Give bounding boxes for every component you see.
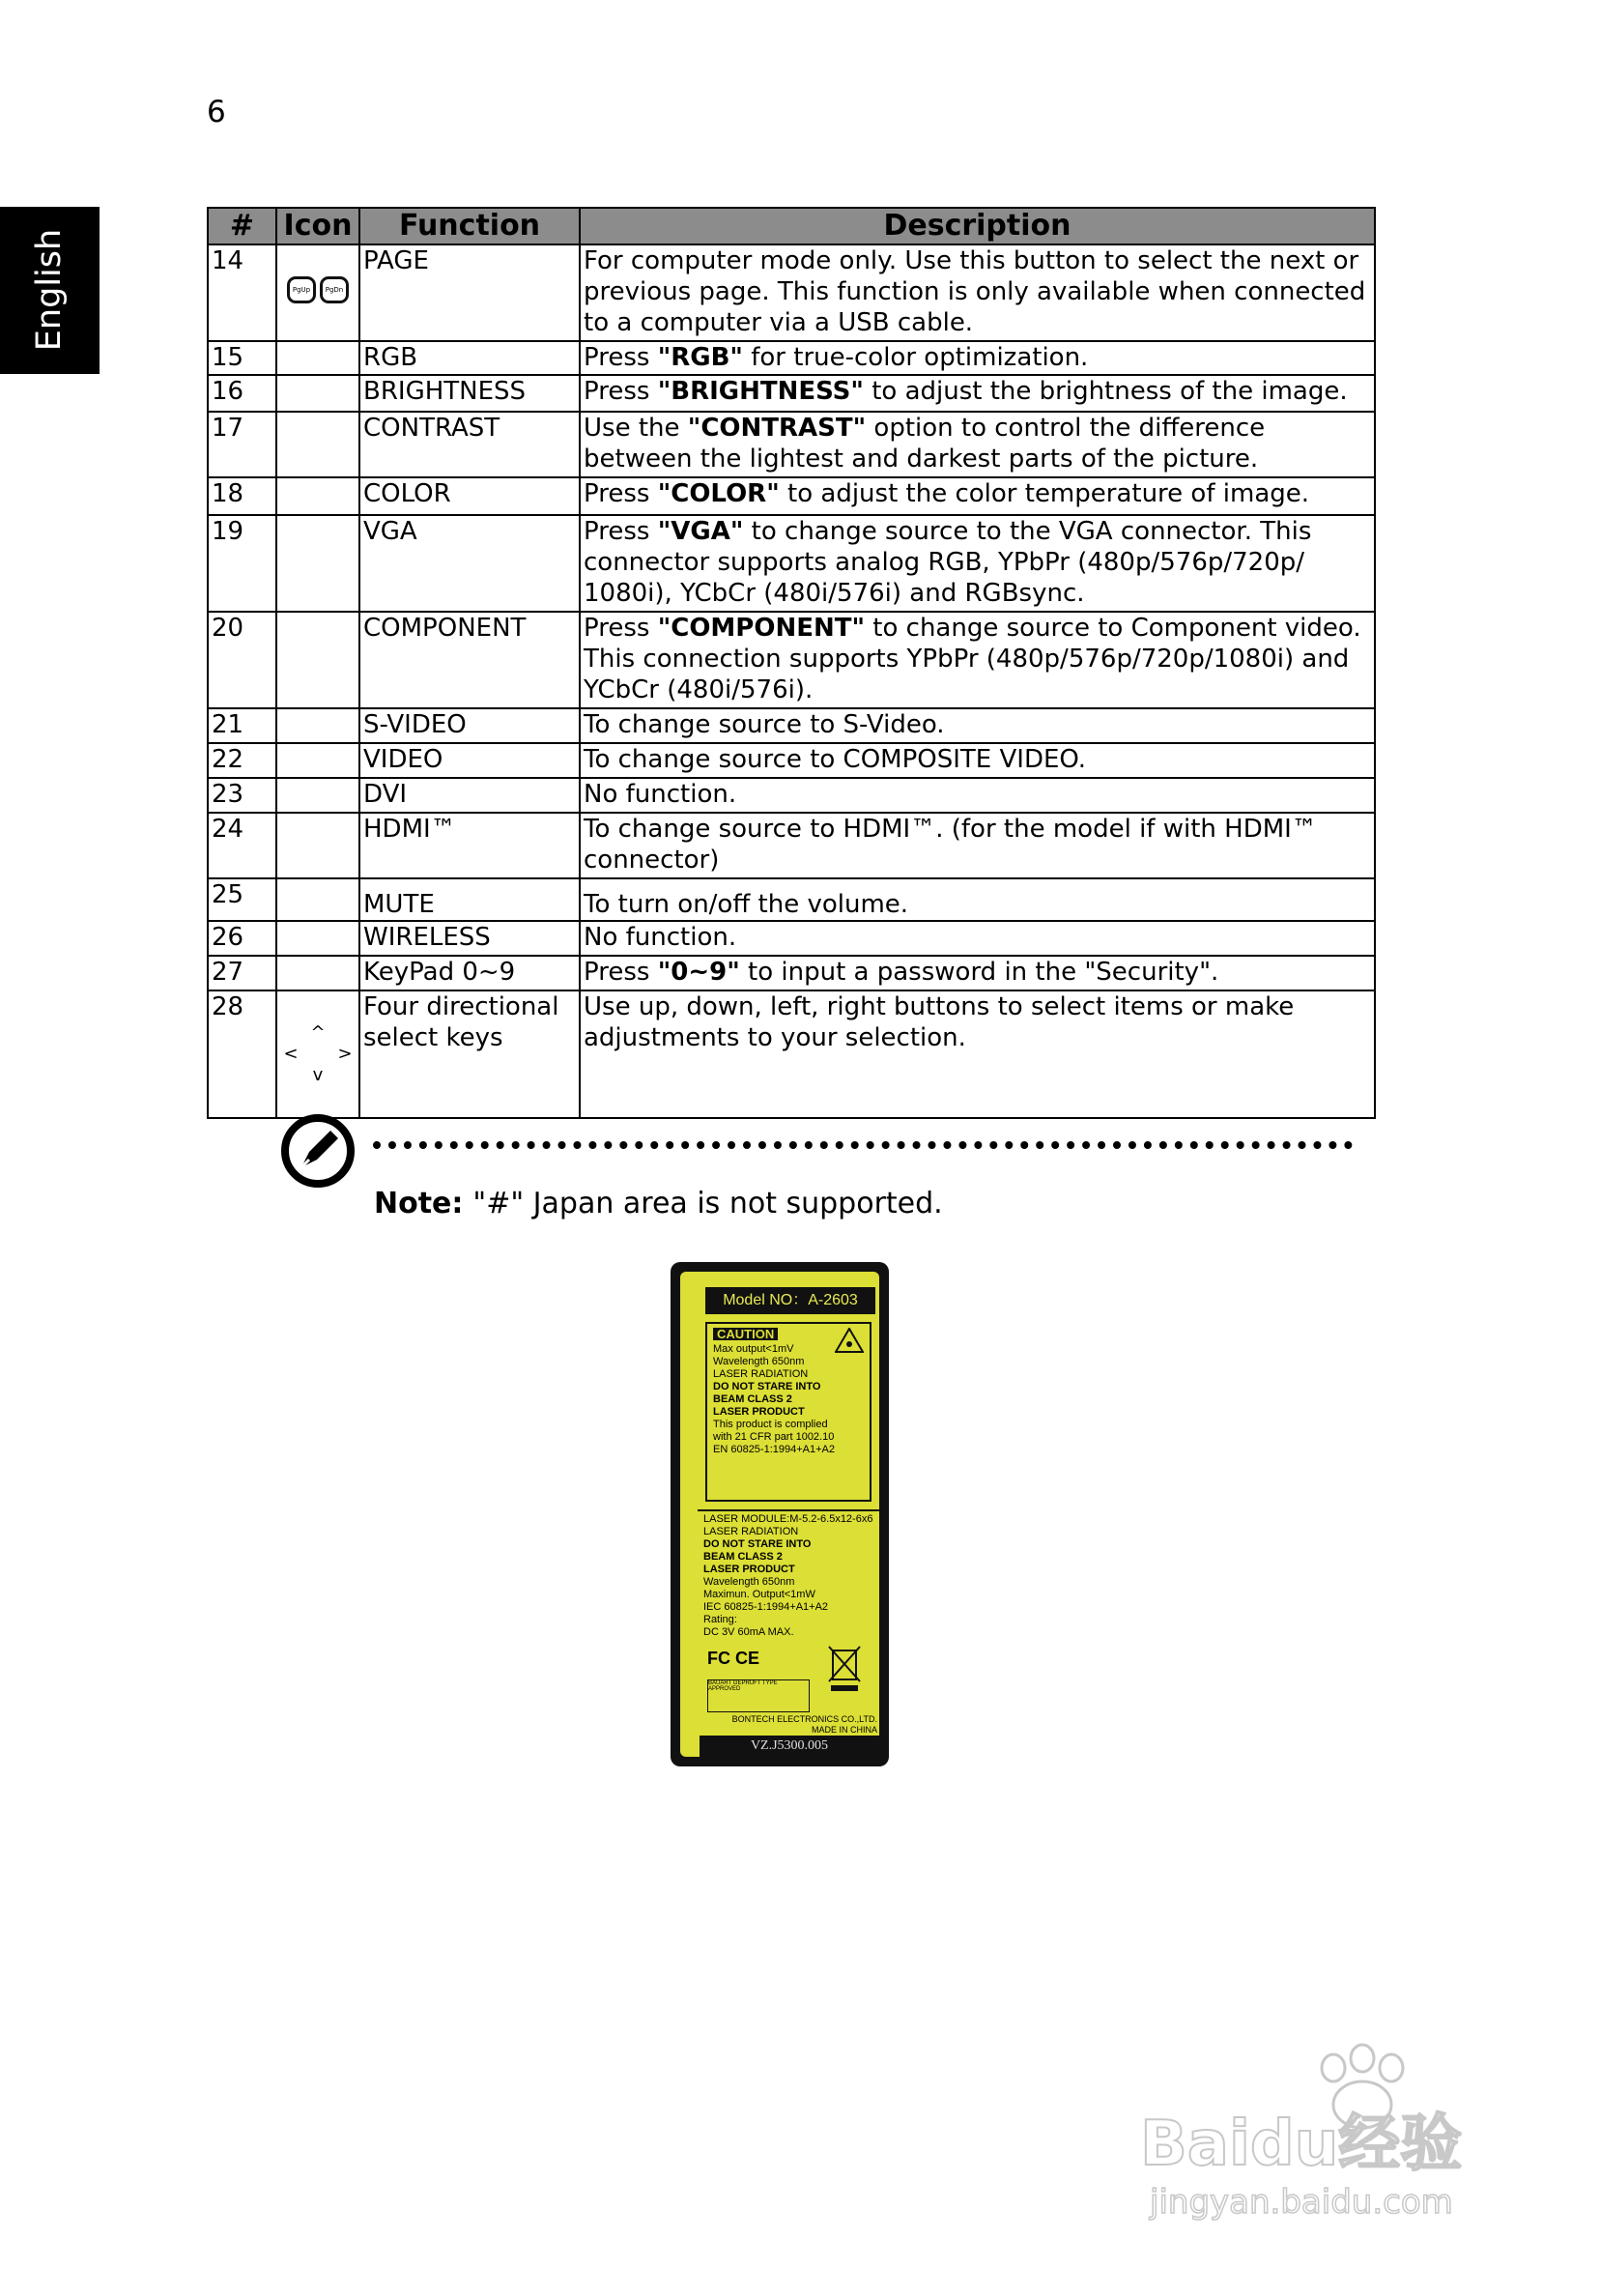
laser-warning-label xyxy=(671,1262,889,1766)
model-number: Model NO：A-2603 xyxy=(705,1287,875,1314)
table-row xyxy=(208,244,1375,341)
row-icon xyxy=(276,341,359,375)
row-function: COMPONENT xyxy=(359,612,580,708)
table-row xyxy=(208,813,1375,878)
fc-ce-mark: FC CE xyxy=(707,1649,759,1668)
arrow-left-icon: < xyxy=(283,1044,299,1064)
pgdn-icon xyxy=(320,276,349,303)
row-icon xyxy=(276,375,359,412)
table-row xyxy=(208,412,1375,477)
row-num: 15 xyxy=(208,341,276,375)
function-table xyxy=(207,207,1376,1119)
row-function: MUTE xyxy=(359,878,580,921)
laser-caution-box xyxy=(705,1322,871,1502)
row-num: 27 xyxy=(208,956,276,990)
header-icon: Icon xyxy=(276,208,359,244)
table-row xyxy=(208,515,1375,612)
row-icon xyxy=(276,477,359,515)
row-icon xyxy=(276,778,359,813)
pgdn-label: PgDn xyxy=(325,286,344,294)
label-line: BEAM CLASS 2 xyxy=(713,1393,792,1405)
pgup-icon xyxy=(287,276,316,303)
row-function: WIRELESS xyxy=(359,921,580,956)
row-function: COLOR xyxy=(359,477,580,515)
table-header-row xyxy=(208,208,1375,244)
row-description: Press "0~9" to input a password in the "Security". xyxy=(580,956,1375,990)
label-line: Rating: xyxy=(703,1614,737,1625)
table-row xyxy=(208,778,1375,813)
note-label: Note: xyxy=(374,1187,464,1220)
table-row xyxy=(208,612,1375,708)
row-description: To change source to S-Video. xyxy=(580,708,1375,743)
row-description: Press "RGB" for true-color optimization. xyxy=(580,341,1375,375)
table-row xyxy=(208,878,1375,921)
row-icon xyxy=(276,921,359,956)
row-function: Four directional select keys xyxy=(359,990,580,1118)
header-description: Description xyxy=(580,208,1375,244)
row-num: 20 xyxy=(208,612,276,708)
label-line: EN 60825-1:1994+A1+A2 xyxy=(713,1444,835,1455)
row-function: VIDEO xyxy=(359,743,580,778)
note-body: "#" Japan area is not supported. xyxy=(472,1187,943,1220)
caution-badge: CAUTION xyxy=(713,1328,778,1340)
manufacturer: BONTECH ELECTRONICS CO.,LTD. MADE IN CHINA xyxy=(731,1714,877,1735)
row-description: To change source to HDMI™. (for the model if with HDMI™ connector) xyxy=(580,813,1375,878)
row-num: 22 xyxy=(208,743,276,778)
arrow-right-icon: > xyxy=(337,1044,353,1064)
row-num: 28 xyxy=(208,990,276,1118)
row-description: Use up, down, left, right buttons to select items or make adjustments to your selection. xyxy=(580,990,1375,1118)
note-pen-icon xyxy=(280,1113,356,1189)
row-num: 19 xyxy=(208,515,276,612)
row-icon xyxy=(276,612,359,708)
row-function: DVI xyxy=(359,778,580,813)
row-description: Press "COMPONENT" to change source to Component video. This connection supports YPbPr (480p/576p/720p/1080i) and YCbCr (480i/576i). xyxy=(580,612,1375,708)
label-line: LASER PRODUCT xyxy=(703,1564,795,1575)
label-line: Wavelength 650nm xyxy=(713,1356,805,1367)
label-line: LASER RADIATION xyxy=(713,1368,809,1380)
watermark-brand: Baidu经验 xyxy=(1140,2109,1463,2180)
row-num: 24 xyxy=(208,813,276,878)
row-num: 17 xyxy=(208,412,276,477)
page-number: 6 xyxy=(207,95,226,129)
label-line: IEC 60825-1:1994+A1+A2 xyxy=(703,1601,829,1613)
header-function: Function xyxy=(359,208,580,244)
row-function: S-VIDEO xyxy=(359,708,580,743)
row-description: Press "COLOR" to adjust the color temperature of image. xyxy=(580,477,1375,515)
caution-text xyxy=(713,1343,864,1456)
label-line: DO NOT STARE INTO xyxy=(713,1381,821,1392)
note xyxy=(374,1187,943,1220)
row-num: 16 xyxy=(208,375,276,412)
table-row xyxy=(208,477,1375,515)
label-line: LASER MODULE:M-5.2-6.5x12-6x6 xyxy=(703,1513,873,1525)
language-tab xyxy=(0,207,100,374)
row-icon xyxy=(276,412,359,477)
row-num: 23 xyxy=(208,778,276,813)
arrow-up-icon: ^ xyxy=(310,1022,326,1043)
row-icon xyxy=(276,813,359,878)
table-row xyxy=(208,341,1375,375)
note-divider xyxy=(373,1141,1353,1149)
row-description: For computer mode only. Use this button to select the next or previous page. This function is only available when connected to a computer via a USB cable. xyxy=(580,244,1375,341)
label-line: LASER RADIATION xyxy=(703,1526,799,1537)
row-num: 21 xyxy=(208,708,276,743)
page-up-down-buttons-icon xyxy=(276,244,359,341)
label-line: with 21 CFR part 1002.10 xyxy=(713,1431,835,1443)
label-line: LASER PRODUCT xyxy=(713,1406,805,1418)
laser-hazard-icon xyxy=(835,1328,864,1353)
row-num: 26 xyxy=(208,921,276,956)
row-num: 25 xyxy=(208,878,276,921)
arrow-down-icon: v xyxy=(312,1065,324,1085)
row-description: To change source to COMPOSITE VIDEO. xyxy=(580,743,1375,778)
watermark-url: jingyan.baidu.com xyxy=(1150,2183,1453,2222)
directional-arrows-icon xyxy=(276,990,359,1118)
table-row xyxy=(208,708,1375,743)
row-function: KeyPad 0~9 xyxy=(359,956,580,990)
label-line: Max output<1mV xyxy=(713,1343,794,1355)
row-description: Press "VGA" to change source to the VGA connector. This connector supports analog RGB, YPbPr (480p/576p/720p/ 1080i), YCbCr (480i/576i) and RGBsync. xyxy=(580,515,1375,612)
table-row xyxy=(208,375,1375,412)
label-line: Wavelength 650nm xyxy=(703,1576,795,1588)
weee-bin-icon xyxy=(825,1643,864,1693)
table-row xyxy=(208,956,1375,990)
baidu-watermark xyxy=(1121,2029,1507,2223)
row-function: HDMI™ xyxy=(359,813,580,878)
label-serial: VZ.J5300.005 xyxy=(700,1736,879,1757)
row-description: No function. xyxy=(580,921,1375,956)
row-description: To turn on/off the volume. xyxy=(580,878,1375,921)
laser-label-body xyxy=(680,1272,879,1757)
table-row xyxy=(208,743,1375,778)
table-row xyxy=(208,990,1375,1118)
row-description: Use the "CONTRAST" option to control the difference between the lightest and darkest parts of the picture. xyxy=(580,412,1375,477)
row-icon xyxy=(276,515,359,612)
label-line: Maximun. Output<1mW xyxy=(703,1589,815,1600)
language-tab-label: English xyxy=(30,228,69,352)
pgup-label: PgUp xyxy=(292,286,311,294)
table-row xyxy=(208,921,1375,956)
row-function: RGB xyxy=(359,341,580,375)
label-line: BEAM CLASS 2 xyxy=(703,1551,783,1563)
row-function: VGA xyxy=(359,515,580,612)
label-line: DO NOT STARE INTO xyxy=(703,1538,812,1550)
header-num: # xyxy=(208,208,276,244)
row-icon xyxy=(276,743,359,778)
label-line: This product is complied xyxy=(713,1419,828,1430)
row-function: PAGE xyxy=(359,244,580,341)
row-num: 18 xyxy=(208,477,276,515)
tuv-approval-mark: BAUART GEPRUFT TYPE APPROVED xyxy=(707,1679,810,1712)
row-icon xyxy=(276,708,359,743)
row-description: Press "BRIGHTNESS" to adjust the brightness of the image. xyxy=(580,375,1375,412)
row-icon xyxy=(276,878,359,921)
row-function: BRIGHTNESS xyxy=(359,375,580,412)
row-description: No function. xyxy=(580,778,1375,813)
label-line: DC 3V 60mA MAX. xyxy=(703,1626,794,1638)
row-num: 14 xyxy=(208,244,276,341)
row-function: CONTRAST xyxy=(359,412,580,477)
row-icon xyxy=(276,956,359,990)
module-text xyxy=(703,1513,873,1639)
